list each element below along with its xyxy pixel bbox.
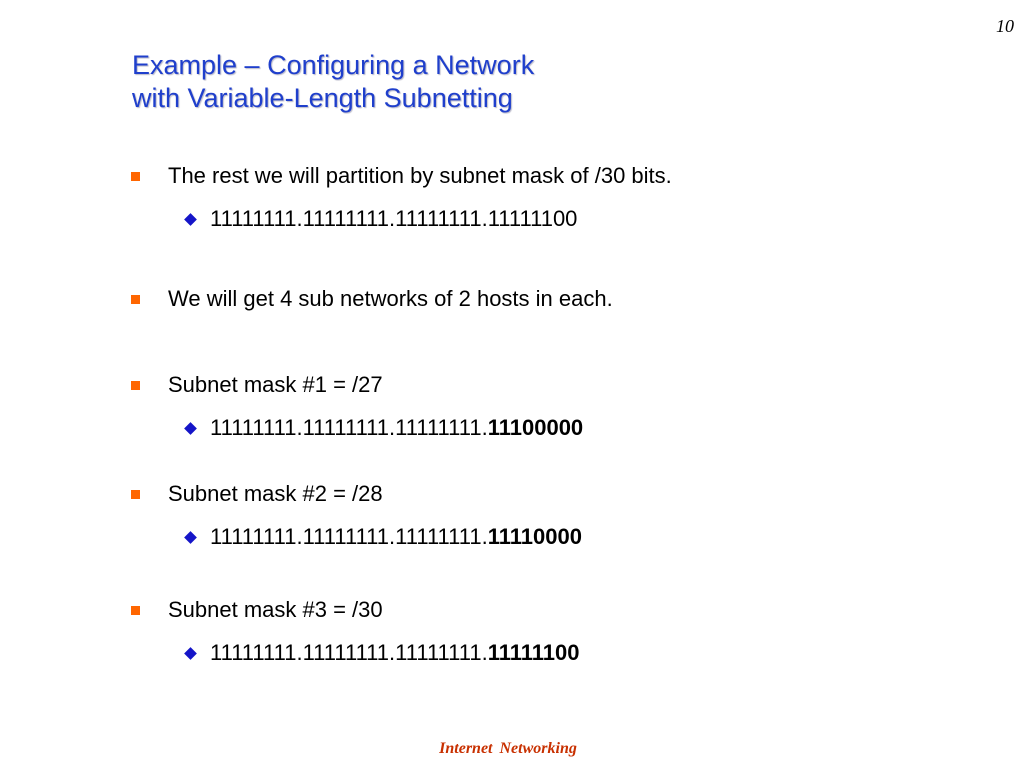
mask-suffix-bold: 11110000: [487, 524, 582, 549]
diamond-bullet-icon: [184, 422, 197, 435]
mask-prefix: 11111111.11111111.11111111.: [210, 415, 488, 440]
bullet-item: [131, 286, 613, 312]
square-bullet-icon: [131, 381, 140, 390]
mask-prefix: 11111111.11111111.11111111.: [210, 640, 488, 665]
bullet-text: Subnet mask #1 = /27: [168, 372, 383, 397]
bullet-text: The rest we will partition by subnet mask of /30 bits.: [168, 163, 672, 188]
square-bullet-icon: [131, 606, 140, 615]
mask-suffix-bold: 11111100: [487, 640, 580, 665]
sub-bullet-item: [185, 640, 580, 666]
bullet-item: [131, 597, 383, 623]
diamond-bullet-icon: [184, 213, 197, 226]
bullet-text: Subnet mask #3 = /30: [168, 597, 383, 622]
bullet-text: We will get 4 sub networks of 2 hosts in each.: [168, 286, 613, 311]
square-bullet-icon: [131, 490, 140, 499]
mask-suffix-bold: 11100000: [487, 415, 584, 440]
bullet-item: [131, 372, 383, 398]
bullet-item: [131, 163, 672, 189]
mask-prefix: 11111111.11111111.11111111.: [210, 524, 488, 549]
slide-title-line-2: with Variable-Length Subnetting: [132, 83, 513, 113]
bullet-item: [131, 481, 383, 507]
sub-bullet-item: [185, 524, 582, 550]
sub-bullet-item: [185, 206, 577, 232]
slide-footer: Internet Networking: [439, 740, 577, 757]
sub-bullet-text: 11111111.11111111.11111111.11111100: [210, 206, 578, 231]
square-bullet-icon: [131, 295, 140, 304]
sub-bullet-item: [185, 415, 583, 441]
diamond-bullet-icon: [184, 531, 197, 544]
diamond-bullet-icon: [184, 647, 197, 660]
page-number: 10: [996, 16, 1014, 36]
bullet-text: Subnet mask #2 = /28: [168, 481, 383, 506]
slide-title-line-1: Example – Configuring a Network: [132, 50, 535, 80]
slide-title: [132, 49, 534, 115]
square-bullet-icon: [131, 172, 140, 181]
